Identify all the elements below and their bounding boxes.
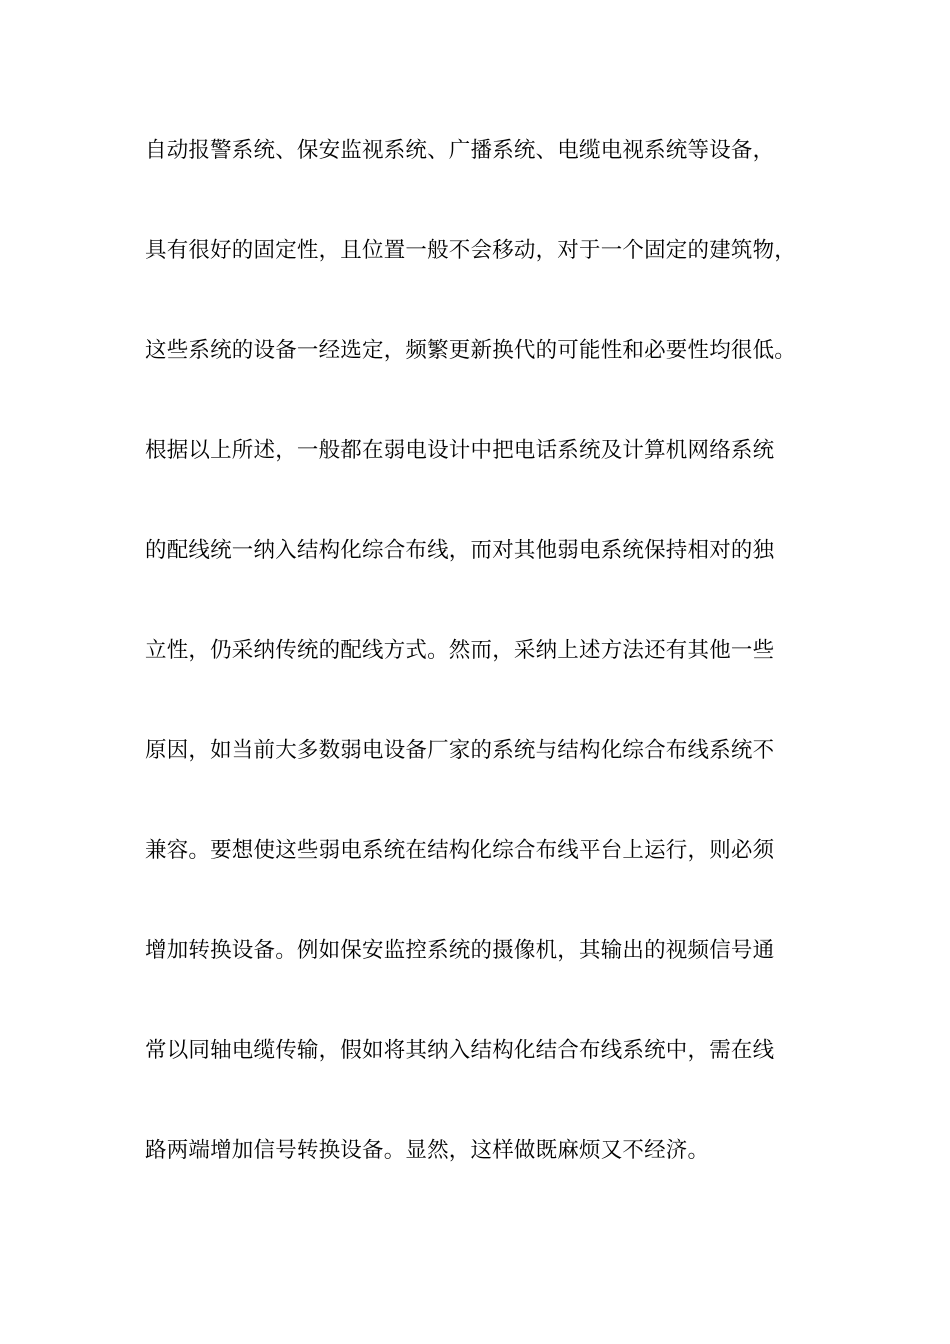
text-line: 自动报警系统、保安监视系统、广播系统、电缆电视系统等设备， bbox=[145, 138, 775, 163]
text-line: 立性，仍采纳传统的配线方式。然而，采纳上述方法还有其他一些 bbox=[145, 638, 775, 663]
text-line: 这些系统的设备一经选定，频繁更新换代的可能性和必要性均很低。 bbox=[145, 338, 797, 363]
text-line: 常以同轴电缆传输，假如将其纳入结构化结合布线系统中，需在线 bbox=[145, 1038, 775, 1063]
text-line: 兼容。要想使这些弱电系统在结构化综合布线平台上运行，则必须 bbox=[145, 838, 775, 863]
body-text bbox=[145, 126, 845, 1226]
text-line: 路两端增加信号转换设备。显然，这样做既麻烦又不经济。 bbox=[145, 1138, 710, 1163]
text-line: 根据以上所述，一般都在弱电设计中把电话系统及计算机网络系统 bbox=[145, 438, 775, 463]
text-line: 原因，如当前大多数弱电设备厂家的系统与结构化综合布线系统不 bbox=[145, 738, 775, 763]
text-line: 具有很好的固定性，且位置一般不会移动，对于一个固定的建筑物， bbox=[145, 238, 797, 263]
text-line: 的配线统一纳入结构化综合布线，而对其他弱电系统保持相对的独 bbox=[145, 538, 775, 563]
text-line: 增加转换设备。例如保安监控系统的摄像机，其输出的视频信号通 bbox=[145, 938, 775, 963]
